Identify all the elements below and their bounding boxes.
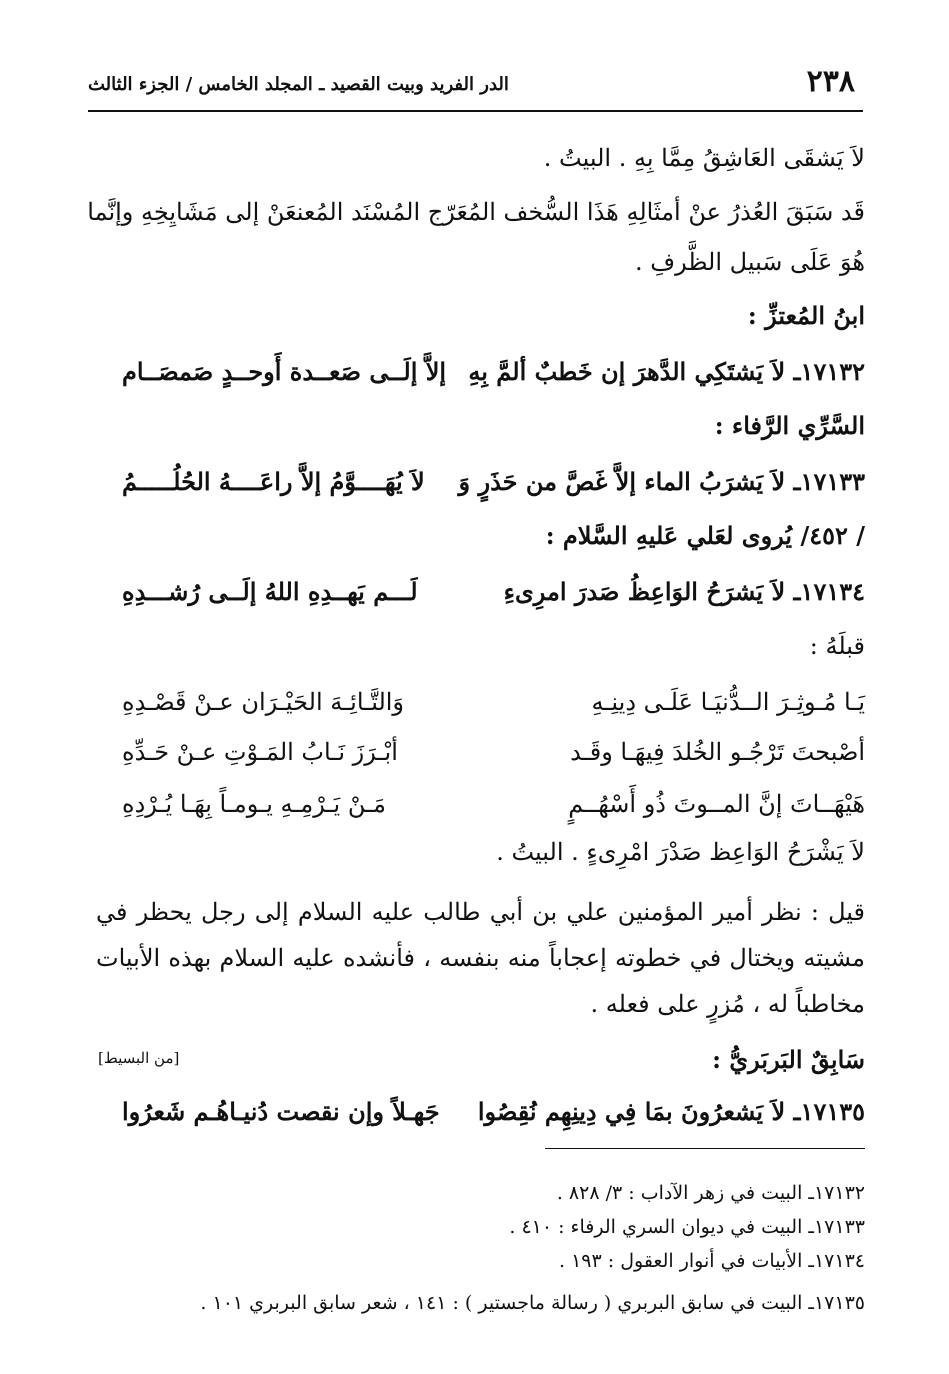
header-rule: [88, 110, 863, 112]
text-line: لاَ يَشقَى العَاشِقُ مِمَّا بِهِ . البيتُ .: [543, 144, 865, 172]
verse-second-hemistich: إلاَّ إلَــى صَعــدة أَوحــدٍ صَمصَــام: [122, 357, 447, 386]
paragraph-line: قيل : نظر أمير المؤمنين علي بن أبي طالب عليه السلام إلى رجل يحظر في: [96, 898, 865, 926]
verse-second-hemistich: جَهـلاً وإن نقصت دُنيـاهُـم شَعرُوا: [122, 1097, 440, 1126]
preceding-verse-2: [100, 730, 865, 774]
footnote-rule: [545, 1148, 865, 1149]
verse-17135: [100, 1090, 865, 1134]
footnote: ١٧١٣٢ـ البيت في زهر الآداب : ٣/ ٨٢٨ .: [556, 1182, 865, 1204]
paragraph-line: مخاطباً له ، مُزرٍ على فعله .: [590, 990, 865, 1018]
text-line: لاَ يَشْرَحُ الوَاعِظ صَدْرَ امْرِىءٍ . البيتُ .: [496, 838, 865, 866]
preceding-verse-1: [100, 680, 865, 724]
verse-first-hemistich: أصْبحتَ تَرْجُـو الخُلدَ فِيهَـا وقَـد: [570, 738, 865, 766]
footnote: ١٧١٣٤ـ الأبيات في أنوار العقول : ١٩٣ .: [559, 1250, 865, 1272]
verse-second-hemistich: لاَ يُهَــــوَّمُ إلاَّ راعَــــهُ الحُلُـــــمُ: [122, 467, 425, 496]
verse-second-hemistich: لَـــم يَهــدِهِ اللهُ إلَــى رُشـــدِهِ: [122, 577, 418, 606]
verse-first-hemistich: ١٧١٣٣ـ لاَ يَشرَبُ الماء إلاَّ غَصَّ من حَذَرٍ وَ: [458, 467, 865, 496]
verse-first-hemistich: يَـا مُـوثِـرَ الــدُّنيَـا عَلَـى دِينِـهِ: [591, 688, 865, 716]
verse-first-hemistich: ١٧١٣٤ـ لاَ يَشرَحُ الوَاعِظُ صَدرَ امرِىءِ: [503, 577, 865, 606]
running-title: الدر الفريد وبيت القصيد ـ المجلد الخامس / الجزء الثالث: [88, 74, 509, 95]
verse-first-hemistich: هَيْهَــاتَ إنَّ المــوتَ ذُو أَسْهُــمٍ: [568, 790, 865, 818]
poet-attribution: السَّرِّي الرَّفاء :: [714, 411, 865, 440]
paragraph-line: مشيته ويختال في خطوته إعجاباً منه بنفسه ، فأنشده عليه السلام بهذه الأبيات: [96, 944, 865, 972]
page-number: ٢٣٨: [806, 64, 855, 99]
verse-second-hemistich: أبْـرَزَ نَـابُ المَـوْتِ عـنْ حَـدِّهِ: [122, 738, 398, 766]
paragraph-line: هُوَ عَلَى سَبيل الظَّرفِ .: [634, 248, 865, 276]
verse-second-hemistich: مَـنْ يَـرْمِـهِ يـومـاً بِهَـا يُـرْدِهِ: [122, 790, 386, 818]
verse-first-hemistich: ١٧١٣٥ـ لاَ يَشعرُونَ بمَا فِي دِينِهِم نُقِصُوا: [477, 1097, 865, 1126]
verse-second-hemistich: وَالتَّـائِـهَ الحَيْـرَان عـنْ قَصْـدِهِ: [122, 688, 405, 716]
preceding-verse-3: [100, 782, 865, 826]
verse-17133: [100, 460, 865, 504]
verse-17132: [100, 350, 865, 394]
poet-attribution: ابنُ المُعتزِّ :: [747, 301, 865, 330]
verse-first-hemistich: ١٧١٣٢ـ لاَ يَشتَكِي الدَّهرَ إن خَطبٌ ألمَّ بِهِ: [468, 357, 865, 386]
running-header: [88, 62, 863, 112]
attribution-line: / ٤٥٢/ يُروى لعَلي عَليهِ السَّلام :: [545, 521, 865, 550]
meter-label: [من البسيط]: [98, 1049, 180, 1067]
verse-17134: [100, 570, 865, 614]
poet-attribution: سَابِقٌ البَربَريُّ :: [712, 1045, 865, 1074]
footnote: ١٧١٣٥ـ البيت في سابق البربري ( رسالة ماجستير ) : ١٤١ ، شعر سابق البربري ١٠١ .: [200, 1292, 865, 1314]
footnote: ١٧١٣٣ـ البيت في ديوان السري الرفاء : ٤١٠ .: [509, 1216, 865, 1238]
label-before: قبلَهُ :: [809, 632, 865, 660]
paragraph-line: قَد سَبَقَ العُذرُ عنْ أمثَالِهِ هَذَا السُّخف المُعَرّج المُسْنَد المُعنعَنْ إلى مَشَايِخِهِ وإنَّما: [87, 198, 865, 226]
